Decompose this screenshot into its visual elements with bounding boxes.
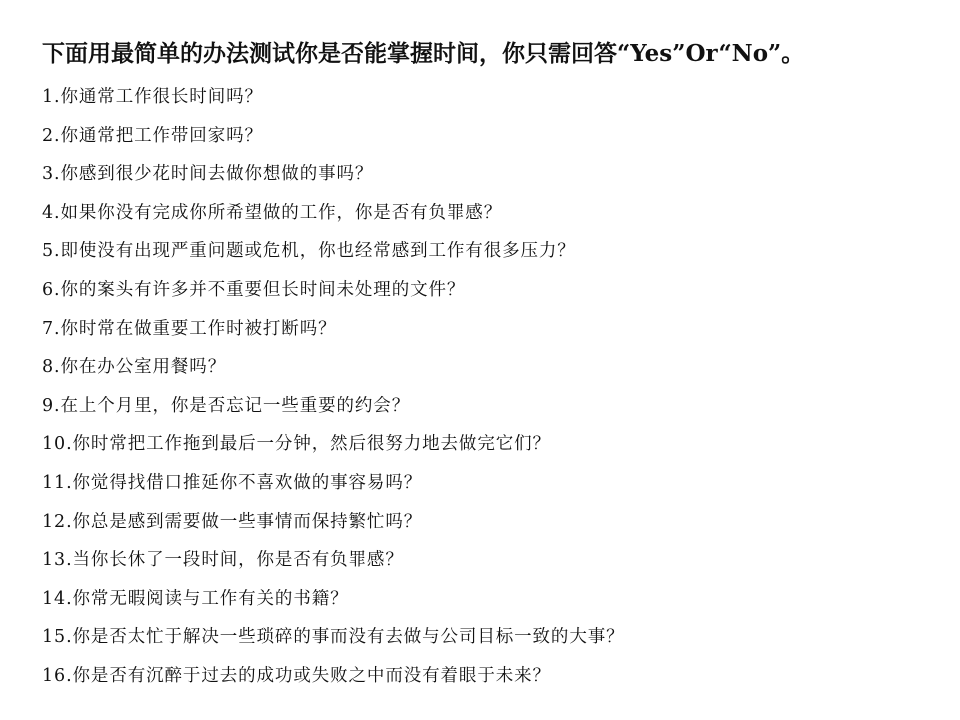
page-title: 下面用最简单的办法测试你是否能掌握时间，你只需回答“Yes”Or“No”。 — [42, 40, 805, 67]
question-item: 3.你感到很少花时间去做你想做的事吗？ — [42, 164, 374, 185]
question-item: 14.你常无暇阅读与工作有关的书籍？ — [42, 588, 349, 609]
question-item: 10.你时常把工作拖到最后一分钟，然后很努力地去做完它们？ — [42, 434, 551, 455]
question-item: 5.即使没有出现严重问题或危机，你也经常感到工作有很多压力？ — [42, 241, 576, 262]
question-item: 7.你时常在做重要工作时被打断吗？ — [42, 318, 337, 339]
question-item: 15.你是否太忙于解决一些琐碎的事而没有去做与公司目标一致的大事？ — [42, 627, 625, 648]
question-item: 2.你通常把工作带回家吗？ — [42, 125, 263, 146]
question-item: 1.你通常工作很长时间吗？ — [42, 87, 263, 107]
question-item: 6.你的案头有许多并不重要但长时间未处理的文件？ — [42, 279, 466, 300]
question-item: 16.你是否有沉醉于过去的成功或失败之中而没有着眼于未来？ — [42, 665, 551, 686]
question-item: 12.你总是感到需要做一些事情而保持繁忙吗？ — [42, 511, 423, 532]
question-item: 13.当你长休了一段时间，你是否有负罪感？ — [42, 550, 404, 571]
question-list — [42, 78, 625, 696]
question-item: 4.如果你没有完成你所希望做的工作，你是否有负罪感？ — [42, 202, 503, 223]
question-item: 9.在上个月里，你是否忘记一些重要的约会？ — [42, 395, 411, 416]
question-item: 11.你觉得找借口推延你不喜欢做的事容易吗？ — [42, 472, 423, 493]
question-item: 8.你在办公室用餐吗？ — [42, 357, 227, 378]
